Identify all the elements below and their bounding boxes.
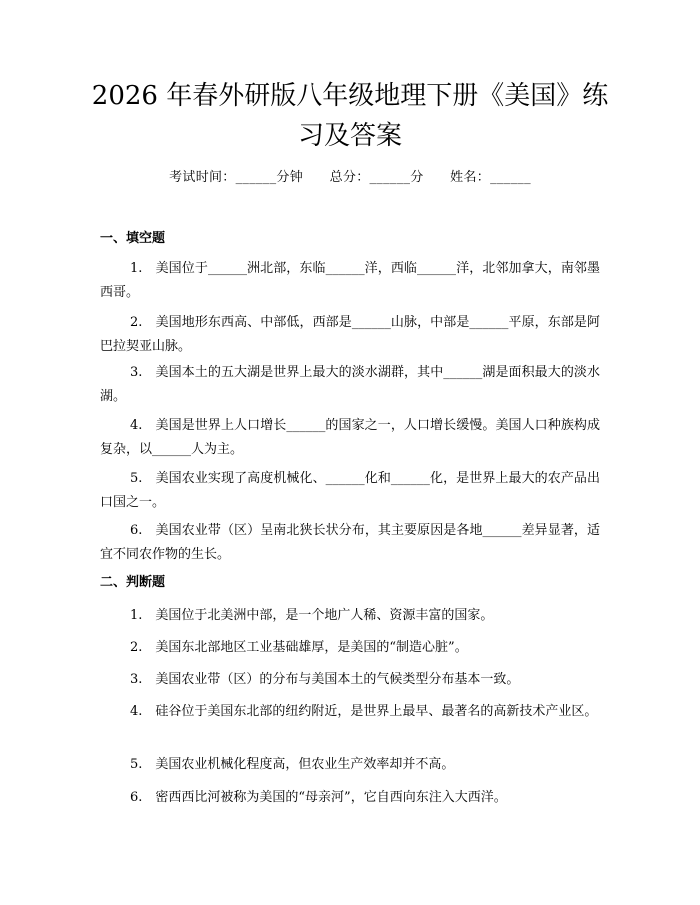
section-heading-fill-blank: 一、填空题 xyxy=(100,231,166,246)
true-false-question-2: 2. 美国东北部地区工业基础雄厚，是美国的“制造心脏”。 xyxy=(130,640,468,655)
true-false-question-5: 5. 美国农业机械化程度高，但农业生产效率却并不高。 xyxy=(130,757,455,772)
fill-blank-question-6: 6. 美国农业带（区）呈南北狭长状分布，其主要原因是各地______差异显著，适宜不同农作物的生长。 xyxy=(100,523,600,562)
true-false-question-3: 3. 美国农业带（区）的分布与美国本土的气候类型分布基本一致。 xyxy=(130,672,520,687)
section-heading-true-false: 二、判断题 xyxy=(100,575,166,590)
fill-blank-question-3: 3. 美国本土的五大湖是世界上最大的淡水湖群，其中______湖是面积最大的淡水湖。 xyxy=(100,365,600,404)
true-false-question-4: 4. 硅谷位于美国东北部的纽约附近，是世界上最早、最著名的高新技术产业区。 xyxy=(130,704,598,719)
fill-blank-question-4: 4. 美国是世界上人口增长______的国家之一，人口增长缓慢。美国人口种族构成复杂，以______人为主。 xyxy=(100,418,600,457)
fill-blank-question-5: 5. 美国农业实现了高度机械化、______化和______化，是世界上最大的农产品出口国之一。 xyxy=(100,471,600,510)
exam-info-line xyxy=(0,168,700,188)
exam-info-text: 考试时间：______分钟 总分：______分 姓名：______ xyxy=(169,170,531,185)
fill-blank-question-2: 2. 美国地形东西高、中部低，西部是______山脉，中部是______平原，东部是阿巴拉契亚山脉。 xyxy=(100,315,600,354)
true-false-question-1: 1. 美国位于北美洲中部，是一个地广人稀、资源丰富的国家。 xyxy=(130,608,494,623)
fill-blank-question-1: 1. 美国位于______洲北部，东临______洋，西临______洋，北邻加拿大，南邻墨西哥。 xyxy=(100,261,600,300)
document-title: 2026 年春外研版八年级地理下册《美国》练习及答案 xyxy=(91,81,609,151)
true-false-question-6: 6. 密西西比河被称为美国的“母亲河”，它自西向东注入大西洋。 xyxy=(130,790,507,805)
